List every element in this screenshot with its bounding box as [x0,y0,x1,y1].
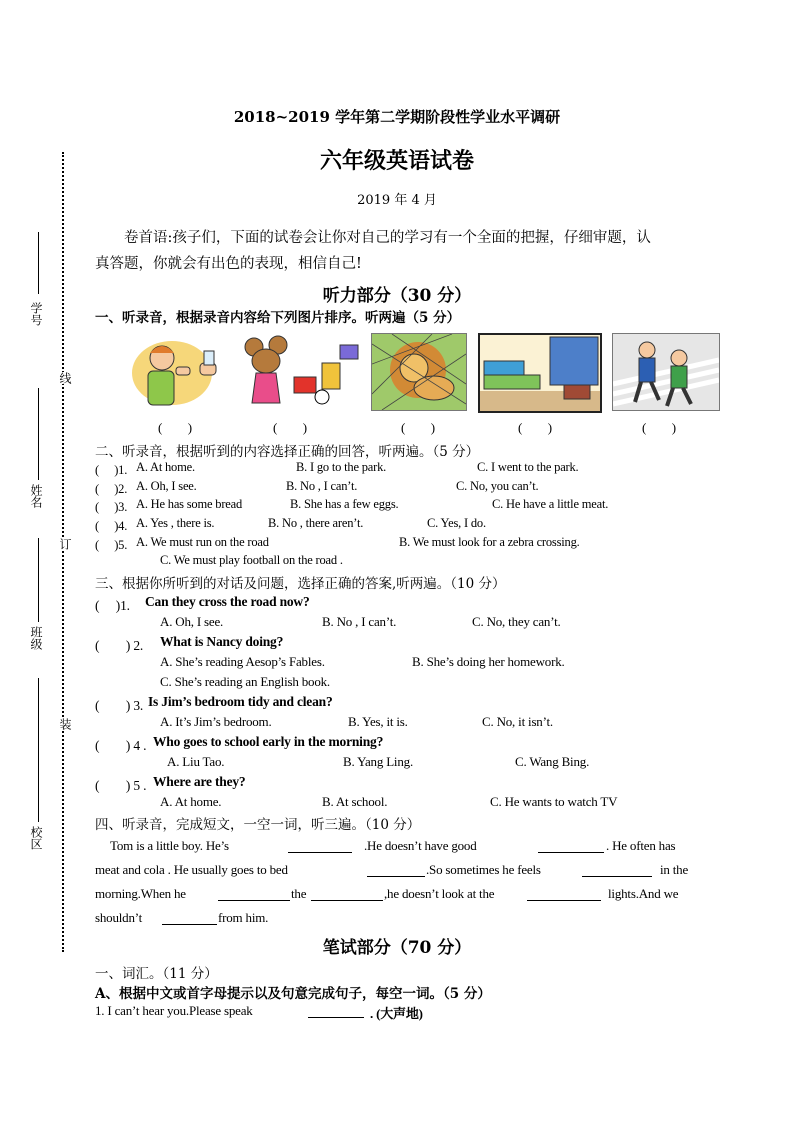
p3-q5-c: C. He wants to watch TV [490,794,618,809]
p3-q2-question: What is Nancy doing? [160,634,284,649]
exam-title: 六年级英语试卷 [319,149,474,174]
preface-line-1: 卷首语:孩子们，下面的试卷会让你对自己的学习有一个全面的把握，仔细审题，认 [124,230,651,246]
p3-q4-a: A. Liu Tao. [167,754,225,769]
picture-blank-1[interactable]: ( ) [158,420,192,435]
p3-q5-b: B. At school. [322,794,388,809]
p3-q4-question: Who goes to school early in the morning? [153,734,384,749]
exam-date: 2019 年 4 月 [357,193,437,208]
picture-blank-4[interactable]: ( ) [518,420,552,435]
p2-q1-c: C. I went to the park. [477,460,579,474]
campus-line [38,678,39,822]
p2-q1-num[interactable]: ( )1. [95,463,128,477]
p3-q3-question: Is Jim’s bedroom tidy and clean? [148,694,333,709]
listening-title: 听力部分（30 分） [322,286,472,306]
p3-q3-a: A. It’s Jim’s bedroom. [160,714,272,729]
p2-q2-num[interactable]: ( )2. [95,482,128,496]
part2-heading: 二、听录音，根据听到的内容选择正确的回答，听两遍。（5 分） [95,444,480,460]
p3-q1-question: Can they cross the road now? [145,594,310,609]
p2-q4-a: A. Yes , there is. [136,516,215,530]
mouse-in-messy-room-picture [240,333,360,408]
p2-q1-b: B. I go to the park. [296,460,387,474]
boys-crossing-road-picture [612,333,720,411]
p3-q4-num[interactable]: ( ) 4 . [95,738,147,753]
lion-in-net-picture [371,333,467,411]
p2-q2-c: C. No, you can’t. [456,479,539,493]
p3-q1-num[interactable]: ( )1. [95,598,130,613]
p2-q1-a: A. At home. [136,460,195,474]
p2-q2-a: A. Oh, I see. [136,479,197,493]
preface-line-2: 真答题，你就会有出色的表现，相信自己! [95,256,362,272]
passage-blank-4[interactable] [582,876,652,877]
passage-blank-2[interactable] [538,852,604,853]
campus-label: 校区 [29,826,43,850]
passage-blank-1[interactable] [288,852,352,853]
p3-q3-b: B. Yes, it is. [348,714,408,729]
writing-q1-blank[interactable] [308,1017,364,1018]
p3-q1-c: C. No, they can’t. [472,614,561,629]
vocabulary-heading: 一、词汇。（11 分） [95,966,218,982]
cut-mark-ding: 订 [58,538,72,550]
passage-blank-5[interactable] [218,900,290,901]
picture-blank-5[interactable]: ( ) [642,420,676,435]
p3-q1-a: A. Oh, I see. [160,614,224,629]
p3-q3-c: C. No, it isn’t. [482,714,553,729]
part1-heading: 一、听录音，根据录音内容给下列图片排序。听两遍（5 分） [95,310,461,326]
passage-blank-7[interactable] [527,900,601,901]
class-label: 班级 [29,626,43,650]
p2-q3-a: A. He has some bread [136,497,243,511]
passage-line1-seg3: . He often has [606,838,676,853]
passage-line3-seg2: the [291,886,307,901]
passage-line1-seg1: Tom is a little boy. He’s [110,838,229,853]
part-a-heading: A、根据中文或首字母提示以及句意完成句子，每空一词。（5 分） [95,986,491,1002]
writing-q1-text: 1. I can’t hear you.Please speak [95,1003,253,1018]
p3-q4-b: B. Yang Ling. [343,754,413,769]
p2-q3-num[interactable]: ( )3. [95,500,128,514]
cut-mark-xian: 线 [58,372,72,384]
passage-line3-seg3: ,he doesn’t look at the [384,886,495,901]
passage-blank-8[interactable] [162,924,217,925]
p3-q5-question: Where are they? [153,774,246,789]
picture-blank-3[interactable]: ( ) [401,420,435,435]
p3-q2-num[interactable]: ( ) 2. [95,638,144,653]
term-title: 2018~2019 学年第二学期阶段性学业水平调研 [233,108,561,126]
writing-title: 笔试部分（70 分） [322,938,472,958]
p2-q3-b: B. She has a few eggs. [290,497,399,511]
p3-q1-b: B. No , I can’t. [322,614,397,629]
boy-refusing-water-picture [130,333,228,408]
name-label: 姓名 [29,484,43,508]
p3-q2-c: C. She’s reading an English book. [160,674,330,689]
passage-line2-seg1: meat and cola . He usually goes to bed [95,862,288,877]
passage-line3-seg1: morning.When he [95,886,186,901]
p3-q5-a: A. At home. [160,794,222,809]
tidy-bedroom-picture [478,333,602,413]
p2-q2-b: B. No , I can’t. [286,479,358,493]
p2-q5-c: C. We must play football on the road . [160,553,343,567]
p2-q5-a: A. We must run on the road [136,535,269,549]
picture-blank-2[interactable]: ( ) [273,420,307,435]
p3-q5-num[interactable]: ( ) 5 . [95,778,147,793]
cut-mark-zhuang: 装 [58,718,72,730]
p2-q3-c: C. He have a little meat. [492,497,609,511]
passage-line2-seg3: in the [660,862,689,877]
p2-q4-c: C. Yes, I do. [427,516,486,530]
passage-line1-seg2: .He doesn’t have good [364,838,477,853]
part4-heading: 四、听录音，完成短文，一空一词，听三遍。（10 分） [95,817,421,833]
student-number-label: 学号 [29,302,43,326]
p3-q3-num[interactable]: ( ) 3. [95,698,144,713]
passage-line4-seg2: from him. [218,910,269,925]
passage-line2-seg2: .So sometimes he feels [426,862,541,877]
class-line [38,538,39,622]
p2-q5-num[interactable]: ( )5. [95,538,128,552]
writing-q1-hint: . (大声地) [370,1006,423,1021]
binding-dotted-line [62,152,64,952]
part3-heading: 三、根据你所听到的对话及问题，选择正确的答案,听两遍。（10 分） [95,576,506,592]
p2-q5-b: B. We must look for a zebra crossing. [399,535,580,549]
p2-q4-b: B. No , there aren’t. [268,516,364,530]
passage-line3-seg4: lights.And we [608,886,679,901]
name-line [38,388,39,480]
p3-q2-b: B. She’s doing her homework. [412,654,565,669]
passage-line4-seg1: shouldn’t [95,910,143,925]
p3-q2-a: A. She’s reading Aesop’s Fables. [160,654,325,669]
passage-blank-6[interactable] [311,900,383,901]
p3-q4-c: C. Wang Bing. [515,754,590,769]
passage-blank-3[interactable] [367,876,425,877]
p2-q4-num[interactable]: ( )4. [95,519,128,533]
